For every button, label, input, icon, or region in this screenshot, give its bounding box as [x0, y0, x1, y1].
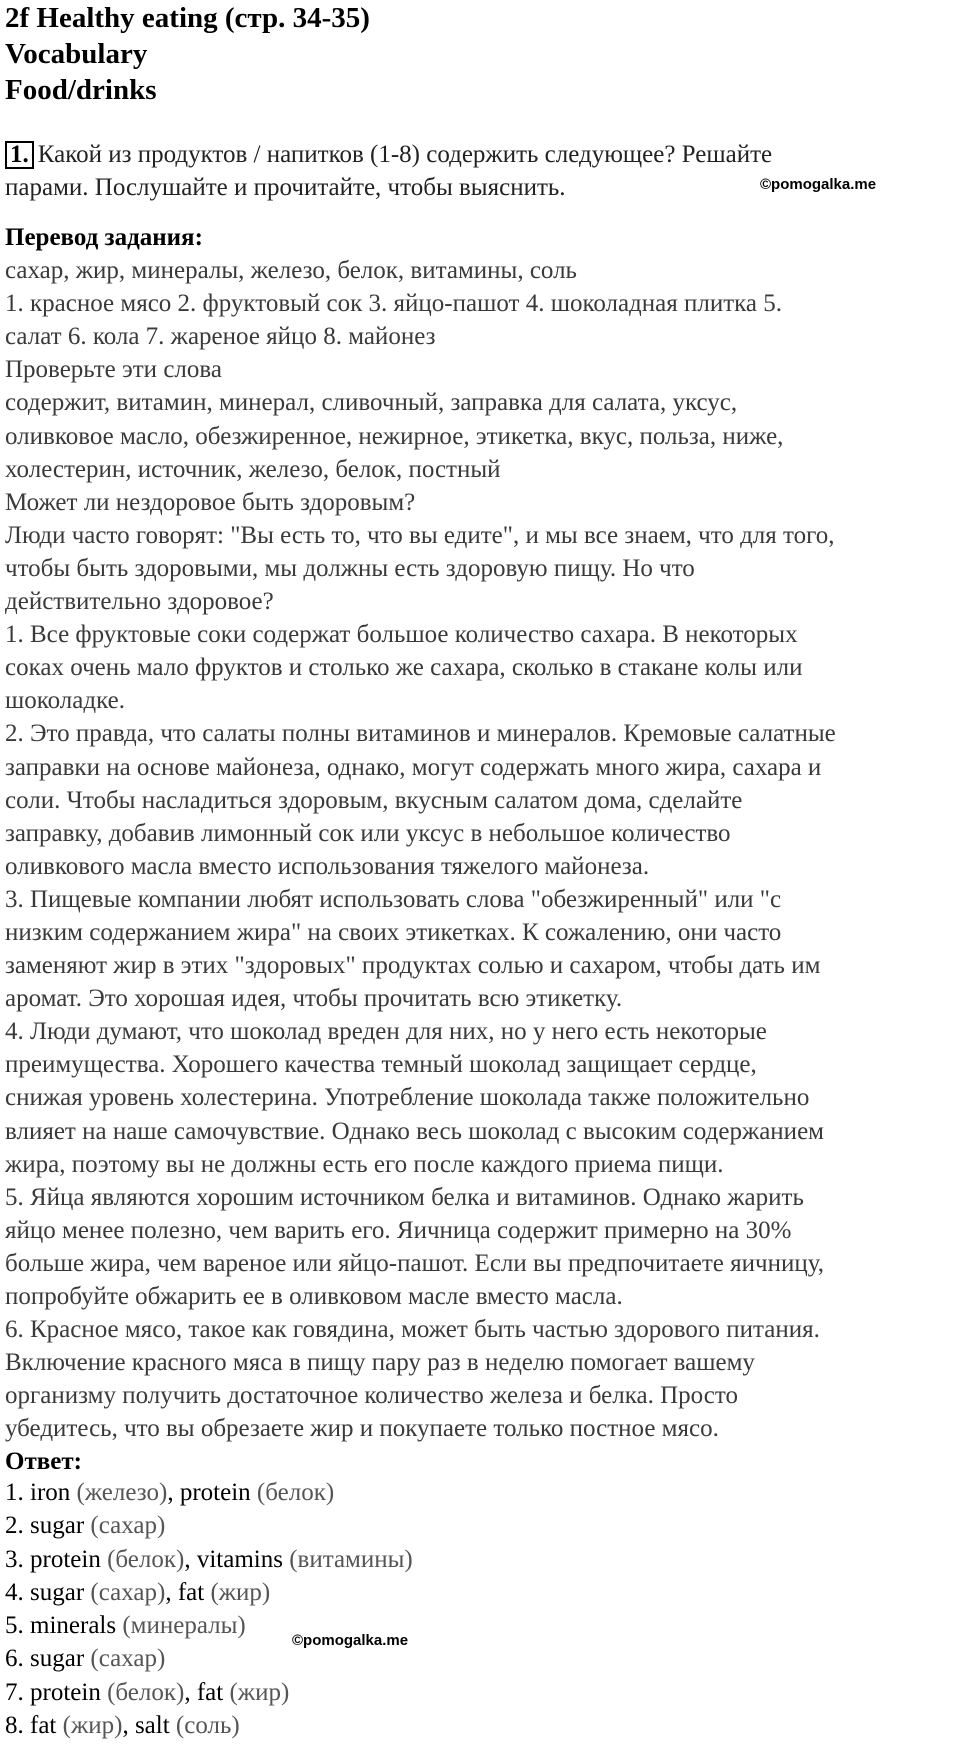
answer-translation: (витамины): [289, 1545, 413, 1573]
answer-translation: (жир): [229, 1678, 290, 1706]
answer-word: sugar: [30, 1512, 85, 1540]
answer-word: fat: [196, 1678, 224, 1706]
text-line: организму получить достаточное количество железа и белка. Просто: [5, 1382, 738, 1410]
text-line: 4. Люди думают, что шоколад вреден для них, но у него есть некоторые: [5, 1018, 767, 1046]
task-number: 1.: [5, 141, 34, 169]
answer-item: 7. protein (белок), fat (жир): [5, 1678, 290, 1706]
page-subtitle: Vocabulary: [5, 38, 148, 70]
answer-item: 8. fat (жир), salt (соль): [5, 1712, 240, 1740]
answer-translation: (белок): [107, 1545, 185, 1573]
answer-translation: (жир): [62, 1712, 123, 1740]
answer-list: [5, 1476, 413, 1742]
answer-heading: Ответ:: [5, 1448, 82, 1476]
text-line: 3. Пищевые компании любят использовать слова "обезжиренный" или "с: [5, 885, 782, 913]
text-line: холестерин, источник, железо, белок, постный: [5, 455, 501, 483]
answer-translation: (жир): [210, 1578, 271, 1606]
text-line: 5. Яйца являются хорошим источником белка и витаминов. Однако жарить: [5, 1183, 804, 1211]
answer-word: vitamins: [196, 1545, 283, 1573]
page-title: 2f Healthy eating (стр. 34-35): [5, 2, 370, 34]
task-instruction: [5, 138, 955, 204]
answer-translation: (белок): [107, 1678, 185, 1706]
answer-number: 3.: [5, 1545, 30, 1573]
text-line: шоколадке.: [5, 687, 125, 715]
answer-word: protein: [179, 1479, 251, 1506]
text-line: действительно здоровое?: [5, 588, 274, 616]
answer-number: 1.: [5, 1479, 30, 1506]
answer-translation: (железо): [76, 1479, 168, 1506]
answer-number: 2.: [5, 1512, 30, 1540]
text-line: Включение красного мяса в пищу пару раз в неделю помогает вашему: [5, 1349, 755, 1377]
watermark: ©pomogalka.me: [292, 1632, 409, 1649]
answer-translation: (сахар): [90, 1645, 166, 1673]
answer-word: minerals: [30, 1612, 117, 1640]
answer-word: sugar: [30, 1578, 85, 1606]
text-line: преимущества. Хорошего качества темный шоколад защищает сердце,: [5, 1051, 757, 1079]
task-text-1: Какой из продуктов / напитков (1-8) содержить следующее? Решайте: [37, 141, 773, 168]
text-line: низким содержанием жира" на своих этикетках. К сожалению, они часто: [5, 918, 782, 946]
text-line: убедитесь, что вы обрезаете жир и покупаете только постное мясо.: [5, 1415, 719, 1443]
answer-number: 7.: [5, 1678, 30, 1706]
section-title: Food/drinks: [5, 74, 157, 106]
text-line: Люди часто говорят: "Вы есть то, что вы едите", и мы все знаем, что для того,: [5, 521, 835, 549]
text-line: содержит, витамин, минерал, сливочный, заправка для салата, уксус,: [5, 389, 738, 417]
text-line: 6. Красное мясо, такое как говядина, может быть частью здорового питания.: [5, 1316, 820, 1344]
answer-word: fat: [177, 1578, 205, 1606]
watermark: ©pomogalka.me: [760, 176, 877, 193]
answer-item: 3. protein (белок), vitamins (витамины): [5, 1545, 413, 1573]
text-line: салат 6. кола 7. жареное яйцо 8. майонез: [5, 323, 436, 351]
answer-item: 4. sugar (сахар), fat (жир): [5, 1578, 271, 1606]
answer-word: protein: [30, 1678, 101, 1706]
text-line: попробуйте обжарить ее в оливковом масле вместо масла.: [5, 1283, 623, 1310]
text-line: соли. Чтобы насладиться здоровым, вкусным салатом дома, сделайте: [5, 786, 743, 814]
answer-translation: (белок): [256, 1479, 335, 1506]
answer-word: fat: [30, 1712, 57, 1740]
text-line: чтобы быть здоровыми, мы должны есть здоровую пищу. Но что: [5, 554, 695, 582]
text-line: Может ли нездоровое быть здоровым?: [5, 488, 416, 516]
text-line: 1. Все фруктовые соки содержат большое количество сахара. В некоторых: [5, 621, 798, 649]
translation-text: [5, 254, 960, 1445]
answer-number: 5.: [5, 1612, 30, 1640]
answer-item: 1. iron (железо), protein (белок): [5, 1479, 335, 1506]
text-line: сахар, жир, минералы, железо, белок, витамины, соль: [5, 257, 577, 285]
answer-number: 8.: [5, 1712, 30, 1740]
answer-translation: (сахар): [90, 1512, 166, 1540]
text-line: снижая уровень холестерина. Употребление шоколада также положительно: [5, 1084, 810, 1112]
text-line: яйцо менее полезно, чем варить его. Яичница содержит примерно на 30%: [5, 1216, 792, 1244]
answer-item: [5, 1509, 413, 1542]
text-line: жира, поэтому вы не должны есть его после каждого приема пищи.: [5, 1150, 724, 1178]
answer-word: protein: [30, 1545, 101, 1573]
answer-number: 4.: [5, 1578, 30, 1606]
text-line: соках очень мало фруктов и столько же сахара, сколько в стакане колы или: [5, 654, 803, 682]
translation-heading: Перевод задания:: [5, 224, 203, 251]
text-line: оливкового масла вместо использования тяжелого майонеза.: [5, 852, 650, 880]
text-line: 2. Это правда, что салаты полны витаминов и минералов. Кремовые салатные: [5, 720, 836, 748]
text-line: Проверьте эти слова: [5, 356, 222, 384]
text-line: заменяют жир в этих "здоровых" продуктах солью и сахаром, чтобы дать им: [5, 952, 821, 980]
text-line: влияет на наше самочувствие. Однако весь шоколад с высоким содержанием: [5, 1117, 824, 1145]
answer-translation: (соль): [175, 1712, 240, 1740]
text-line: 1. красное мясо 2. фруктовый сок 3. яйцо-пашот 4. шоколадная плитка 5.: [5, 290, 783, 318]
text-line: больше жира, чем вареное или яйцо-пашот. Если вы предпочитаете яичницу,: [5, 1249, 824, 1277]
text-line: аромат. Это хорошая идея, чтобы прочитать всю этикетку.: [5, 985, 623, 1013]
text-line: оливковое масло, обезжиренное, нежирное, этикетка, вкус, польза, ниже,: [5, 422, 784, 450]
answer-word: iron: [30, 1479, 71, 1506]
text-line: заправку, добавив лимонный сок или уксус в небольшое количество: [5, 819, 731, 847]
header: [5, 0, 370, 108]
task-line-1: [5, 138, 955, 171]
translation-block: [5, 221, 960, 1479]
answer-word: salt: [134, 1712, 170, 1740]
answer-translation: (минералы): [122, 1612, 246, 1640]
answer-word: sugar: [30, 1645, 85, 1673]
text-line: заправки на основе майонеза, однако, могут содержать много жира, сахара и: [5, 753, 822, 781]
answer-number: 6.: [5, 1645, 30, 1673]
task-line-2: парами. Послушайте и прочитайте, чтобы выяснить.: [5, 174, 566, 201]
answer-translation: (сахар): [90, 1578, 166, 1606]
